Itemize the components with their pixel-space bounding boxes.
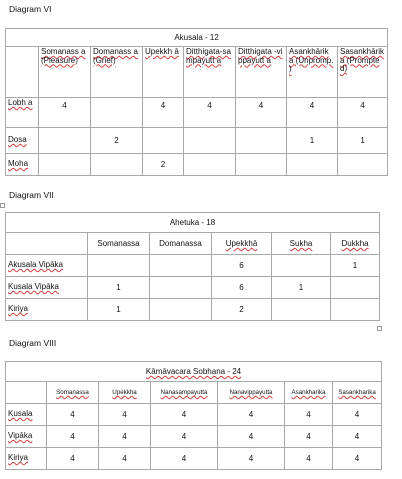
diagram-6-title: Akusala - 12	[6, 29, 388, 47]
table-cell: 4	[99, 426, 151, 448]
table-cell	[39, 154, 91, 176]
table-row	[6, 448, 382, 470]
table-cell: 1	[88, 299, 150, 321]
table-cell: 2	[91, 128, 143, 154]
table-cell	[184, 128, 236, 154]
table-cell: 1	[88, 277, 150, 299]
diagram-6-table	[5, 28, 388, 176]
diagram-7-row-label: Kusala Vipāka	[6, 277, 88, 299]
table-cell	[338, 154, 388, 176]
table-cell: 1	[287, 128, 338, 154]
diagram-8-col-header: Nanasampayutta	[151, 382, 218, 404]
table-cell: 4	[333, 426, 382, 448]
diagram-6-header-row	[6, 47, 388, 98]
diagram-7-title: Ahetuka - 18	[6, 213, 380, 233]
table-cell: 2	[143, 154, 184, 176]
table-cell: 4	[285, 404, 333, 426]
diagram-8-col-header: Sasankharika	[333, 382, 382, 404]
diagram-7-col-header: Dukkha	[331, 233, 380, 255]
table-cell: 4	[99, 404, 151, 426]
table-cell: 1	[331, 255, 380, 277]
diagram-8-corner-cell	[6, 382, 47, 404]
table-cell: 2	[212, 299, 272, 321]
diagram-8-table	[5, 361, 382, 470]
table-cell	[39, 128, 91, 154]
table-cell: 4	[218, 404, 285, 426]
table-cell	[143, 128, 184, 154]
diagram-7-col-header: Sukha	[272, 233, 331, 255]
diagram-6-col-header: Asankhārik a (Unpromp. )	[287, 47, 338, 98]
table-cell: 4	[151, 448, 218, 470]
table-row	[6, 299, 380, 321]
diagram-8-title: Kāmāvacara Sobhana - 24	[6, 362, 382, 382]
table-row	[6, 128, 388, 154]
table-cell: 4	[184, 98, 236, 128]
diagram-6-col-header: Somanass a (Pleasure)	[39, 47, 91, 98]
table-cell	[272, 255, 331, 277]
table-cell: 6	[212, 255, 272, 277]
diagram-6-row-label: Dosa	[6, 128, 39, 154]
diagram-8-col-header: Asankharika	[285, 382, 333, 404]
table-cell: 4	[39, 98, 91, 128]
table-move-handle[interactable]	[0, 203, 5, 208]
diagram-7-row-label: Kiriya	[6, 299, 88, 321]
diagram-6-corner-cell	[6, 47, 39, 98]
table-cell: 1	[338, 128, 388, 154]
table-cell	[236, 154, 287, 176]
diagram-8-header-row	[6, 382, 382, 404]
table-cell: 4	[47, 448, 99, 470]
diagram-7-row-label: Akusala Vipāka	[6, 255, 88, 277]
table-cell: 4	[47, 426, 99, 448]
table-cell: 4	[285, 448, 333, 470]
diagram-7-col-header: Upekkhā	[212, 233, 272, 255]
table-cell	[88, 255, 150, 277]
table-cell: 4	[287, 98, 338, 128]
diagram-6-col-header: Upekkh ā	[143, 47, 184, 98]
table-row	[6, 426, 382, 448]
table-cell	[236, 128, 287, 154]
table-cell	[91, 98, 143, 128]
diagram-7-table	[5, 212, 380, 321]
diagram-6-row-label: Moha	[6, 154, 39, 176]
table-resize-handle[interactable]	[377, 326, 382, 331]
diagram-6-col-header: Ditthigata-sampayutt a	[184, 47, 236, 98]
diagram-6-row-label: Lobh a	[6, 98, 39, 128]
diagram-8-row-label: Kiriya	[6, 448, 47, 470]
diagram-7-col-header: Somanassa	[88, 233, 150, 255]
table-cell	[184, 154, 236, 176]
table-cell: 1	[272, 277, 331, 299]
table-row	[6, 98, 388, 128]
table-cell: 4	[218, 448, 285, 470]
diagram-7-col-header: Domanassa	[150, 233, 212, 255]
table-row	[6, 404, 382, 426]
table-row	[6, 277, 380, 299]
table-cell: 4	[151, 426, 218, 448]
table-cell	[331, 299, 380, 321]
diagram-7-heading: Diagram VII	[9, 190, 54, 200]
table-cell: 4	[285, 426, 333, 448]
table-row	[6, 255, 380, 277]
table-cell	[150, 255, 212, 277]
diagram-6-col-header: Sasankhārik a (Prompted)	[338, 47, 388, 98]
table-cell	[150, 277, 212, 299]
table-cell	[287, 154, 338, 176]
table-cell: 4	[333, 448, 382, 470]
diagram-8-col-header: Nanavippayutta	[218, 382, 285, 404]
diagram-8-row-label: Vipāka	[6, 426, 47, 448]
diagram-8-row-label: Kusala	[6, 404, 47, 426]
table-row	[6, 154, 388, 176]
table-cell: 4	[333, 404, 382, 426]
diagram-6-col-header: Domanass a (Grief)	[91, 47, 143, 98]
diagram-7-corner-cell	[6, 233, 88, 255]
table-cell	[272, 299, 331, 321]
diagram-7-header-row	[6, 233, 380, 255]
table-cell: 6	[212, 277, 272, 299]
table-cell: 4	[99, 448, 151, 470]
diagram-8-col-header: Upekkha	[99, 382, 151, 404]
table-cell: 4	[151, 404, 218, 426]
table-cell: 4	[236, 98, 287, 128]
table-cell	[331, 277, 380, 299]
table-cell: 4	[143, 98, 184, 128]
diagram-6-col-header: Ditthigata -vippayutt a	[236, 47, 287, 98]
diagram-8-col-header: Somanassa	[47, 382, 99, 404]
table-cell: 4	[338, 98, 388, 128]
diagram-6-heading: Diagram VI	[9, 4, 52, 14]
table-cell: 4	[47, 404, 99, 426]
table-cell	[150, 299, 212, 321]
table-cell	[91, 154, 143, 176]
diagram-8-heading: Diagram VIII	[9, 338, 57, 348]
table-cell: 4	[218, 426, 285, 448]
